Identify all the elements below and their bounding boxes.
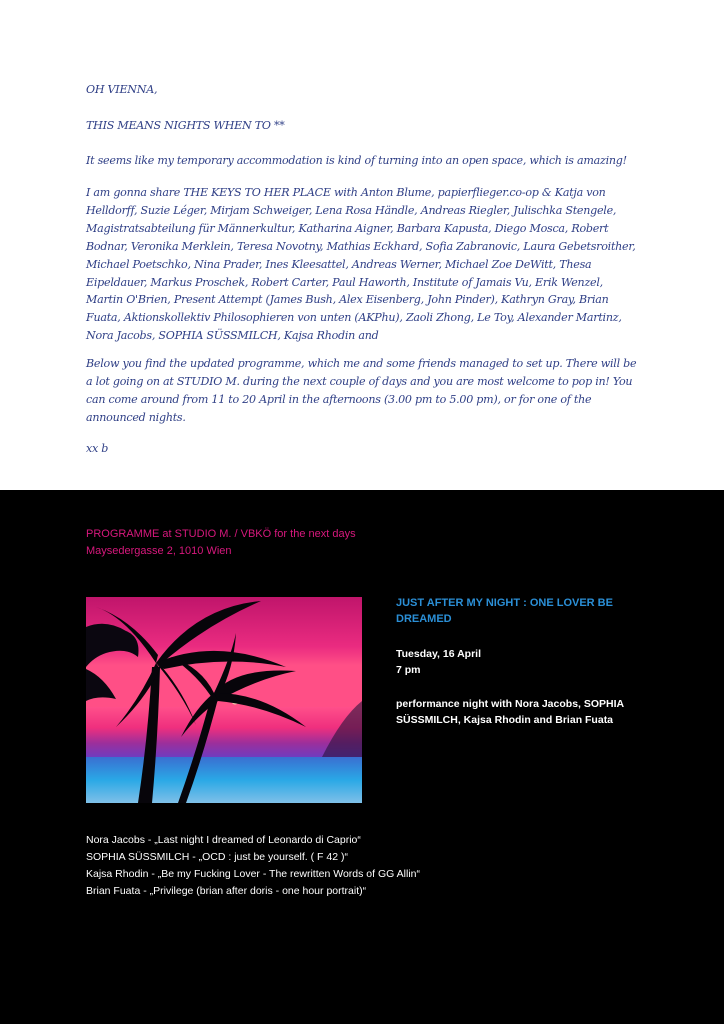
event-time: 7 pm [396, 664, 421, 676]
programme-address: Maysedergasse 2, 1010 Wien [86, 545, 232, 557]
lineup-item: Kajsa Rhodin - „Be my Fucking Lover - The rewritten Words of GG Allin“ [86, 868, 420, 880]
letter-signoff: xx b [86, 442, 109, 455]
letter-paragraph-3: Below you find the updated programme, which me and some friends managed to set up. There will be a lot going on at STUDIO M. during the next couple of days and you are most welcome to pop in! You can come around from 11 to 20 April in the afternoons (3.00 pm to 5.00 pm), or for one of the announced nights. [86, 357, 637, 424]
event-description: performance night with Nora Jacobs, SOPHIA SÜSSMILCH, Kajsa Rhodin and Brian Fuata [396, 698, 624, 726]
programme-heading: PROGRAMME at STUDIO M. / VBKÖ for the next days [86, 528, 356, 540]
lineup-item: Nora Jacobs - „Last night I dreamed of Leonardo di Caprio“ [86, 834, 361, 846]
lineup-item: SOPHIA SÜSSMILCH - „OCD : just be yourself. ( F 42 )“ [86, 851, 348, 863]
performance-lineup [86, 832, 646, 900]
event-date: Tuesday, 16 April [396, 648, 481, 660]
letter-paragraph-1: It seems like my temporary accommodation is kind of turning into an open space, which is amazing! [86, 154, 627, 167]
letter-greeting: OH VIENNA, [86, 83, 158, 96]
event-title: JUST AFTER MY NIGHT : ONE LOVER BE DREAMED [396, 597, 613, 625]
letter-section [0, 0, 724, 490]
letter-paragraph-2: I am gonna share THE KEYS TO HER PLACE with Anton Blume, papierflieger.co-op & Katja von Helldorff, Suzie Léger, Mirjam Schweiger, Lena Rosa Händle, Andreas Riegler, Julischka Stengele, Magistratsabteilung für Männerkultur, Katharina Aigner, Barbara Kapusta, Diego Mosca, Robert Bodnar, Veronika Merklein, Teresa Novotny, Mathias Eckhard, Sofia Zabranovic, Laura Gebetsroither, Michael Poetschko, Nina Prader, Ines Kleesattel, Andreas Werner, Michael Zoe DeWitt, Thesa Eipeldauer, Markus Proschek, Robert Carter, Paul Haworth, Institute of Jamais Vu, Erik Wenzel, Martin O'Brien, Present Attempt (James Bush, Alex Eisenberg, John Pinder), Kathryn Gray, Brian Fuata, Aktionskollektiv Philosophieren von unten (AKPhu), Zaoli Zhong, Le Toy, Alexander Martinz, Nora Jacobs, SOPHIA SÜSSMILCH, Kajsa Rhodin and [86, 186, 636, 343]
letter-subject-line: THIS MEANS NIGHTS WHEN TO ** [86, 119, 285, 132]
lineup-item: Brian Fuata - „Privilege (brian after doris - one hour portrait)“ [86, 885, 367, 897]
palm-sunset-image [86, 597, 362, 803]
